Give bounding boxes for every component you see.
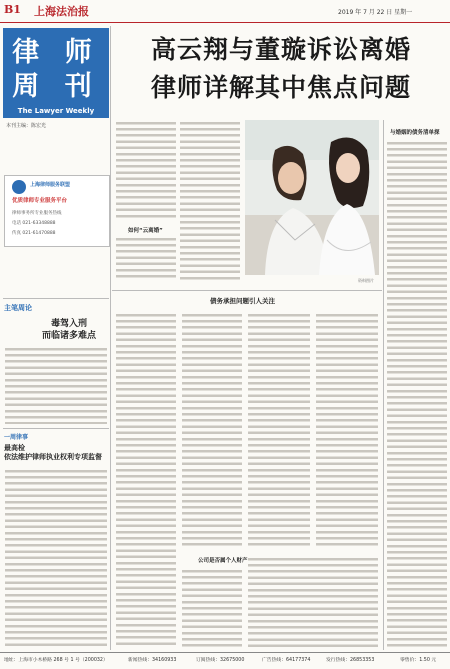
commentary-body-text bbox=[5, 346, 107, 424]
photo-caption: 资料图片 bbox=[358, 278, 374, 283]
lead-text bbox=[116, 120, 176, 220]
body-text-col4 bbox=[316, 312, 378, 548]
body-text-col3b bbox=[248, 556, 378, 648]
newspaper-logo: 上海法治报 bbox=[34, 5, 89, 18]
news-article-title bbox=[4, 444, 108, 462]
advert-line: 电话 021-63348888 bbox=[12, 221, 56, 226]
divider bbox=[3, 428, 109, 429]
column-title-box bbox=[3, 28, 109, 118]
commentary-title bbox=[34, 318, 104, 342]
footer-ads: 广告热线：64177374 bbox=[262, 658, 311, 663]
headline-line2: 律师详解其中焦点问题 bbox=[150, 73, 411, 102]
lead-text bbox=[180, 120, 240, 280]
subhead-right-column: 与婚姻的债务清单探 bbox=[390, 130, 440, 136]
body-text-col2b bbox=[182, 568, 242, 648]
news-section-tag: 一周律事 bbox=[4, 434, 29, 441]
headline-line1: 高云翔与董璇诉讼离婚 bbox=[150, 35, 411, 64]
subhead-company: 公司是否属个人财产 bbox=[198, 558, 248, 564]
commentary-title-line2: 而临诸多难点 bbox=[41, 331, 96, 341]
issue-date: 2019 年 7 月 22 日 星期一 bbox=[338, 9, 413, 16]
body-text-col3 bbox=[248, 312, 310, 548]
footer-distribution: 发行热线：26853353 bbox=[326, 658, 375, 663]
column-divider bbox=[383, 120, 384, 650]
subhead-debt: 债务承担问题引人关注 bbox=[210, 297, 275, 305]
column-editor: 本刊主编：陈宏光 bbox=[6, 123, 47, 129]
page-number: B1 bbox=[4, 3, 21, 16]
advert-line: 传真 021-61470888 bbox=[12, 231, 56, 236]
subhead-cloud-divorce: 如何“云离婚” bbox=[128, 228, 163, 234]
divider bbox=[3, 298, 109, 299]
column-title-line1: 律 师 bbox=[12, 37, 100, 68]
footer-subscribe: 订阅热线：32675000 bbox=[196, 658, 245, 663]
commentary-title-line1: 毒驾入刑 bbox=[50, 319, 87, 329]
body-text-col2 bbox=[182, 312, 242, 548]
right-column-text bbox=[387, 140, 447, 648]
advert-slogan: 优质律师专业服务平台 bbox=[12, 198, 68, 204]
advert-line: 律师事务所专业服务热线 bbox=[12, 211, 62, 216]
advert-logo-icon bbox=[12, 180, 26, 194]
footer-address: 地址：上海市小木桥路 268 号 1 号（200032） bbox=[4, 658, 108, 663]
news-article-title-line1: 最高检 bbox=[4, 444, 25, 452]
couple-photo bbox=[245, 120, 379, 275]
column-english-title: The Lawyer Weekly bbox=[17, 107, 95, 115]
advert-firm: 上海律师服务联盟 bbox=[30, 182, 71, 188]
body-text-col1 bbox=[116, 312, 176, 648]
lead-text bbox=[116, 236, 176, 280]
column-divider bbox=[110, 26, 111, 650]
footer bbox=[0, 652, 450, 669]
column-title-line2: 周 刊 bbox=[12, 71, 100, 102]
footer-price: 零售价：1.50 元 bbox=[400, 658, 437, 663]
commentary-section-tag: 主笔周论 bbox=[4, 304, 32, 312]
divider bbox=[112, 290, 382, 291]
news-article-title-line2: 依法维护律师执业权利专项监督 bbox=[4, 453, 102, 461]
news-body-text bbox=[5, 468, 107, 648]
footer-news-phone: 新闻热线：34160933 bbox=[128, 658, 177, 663]
